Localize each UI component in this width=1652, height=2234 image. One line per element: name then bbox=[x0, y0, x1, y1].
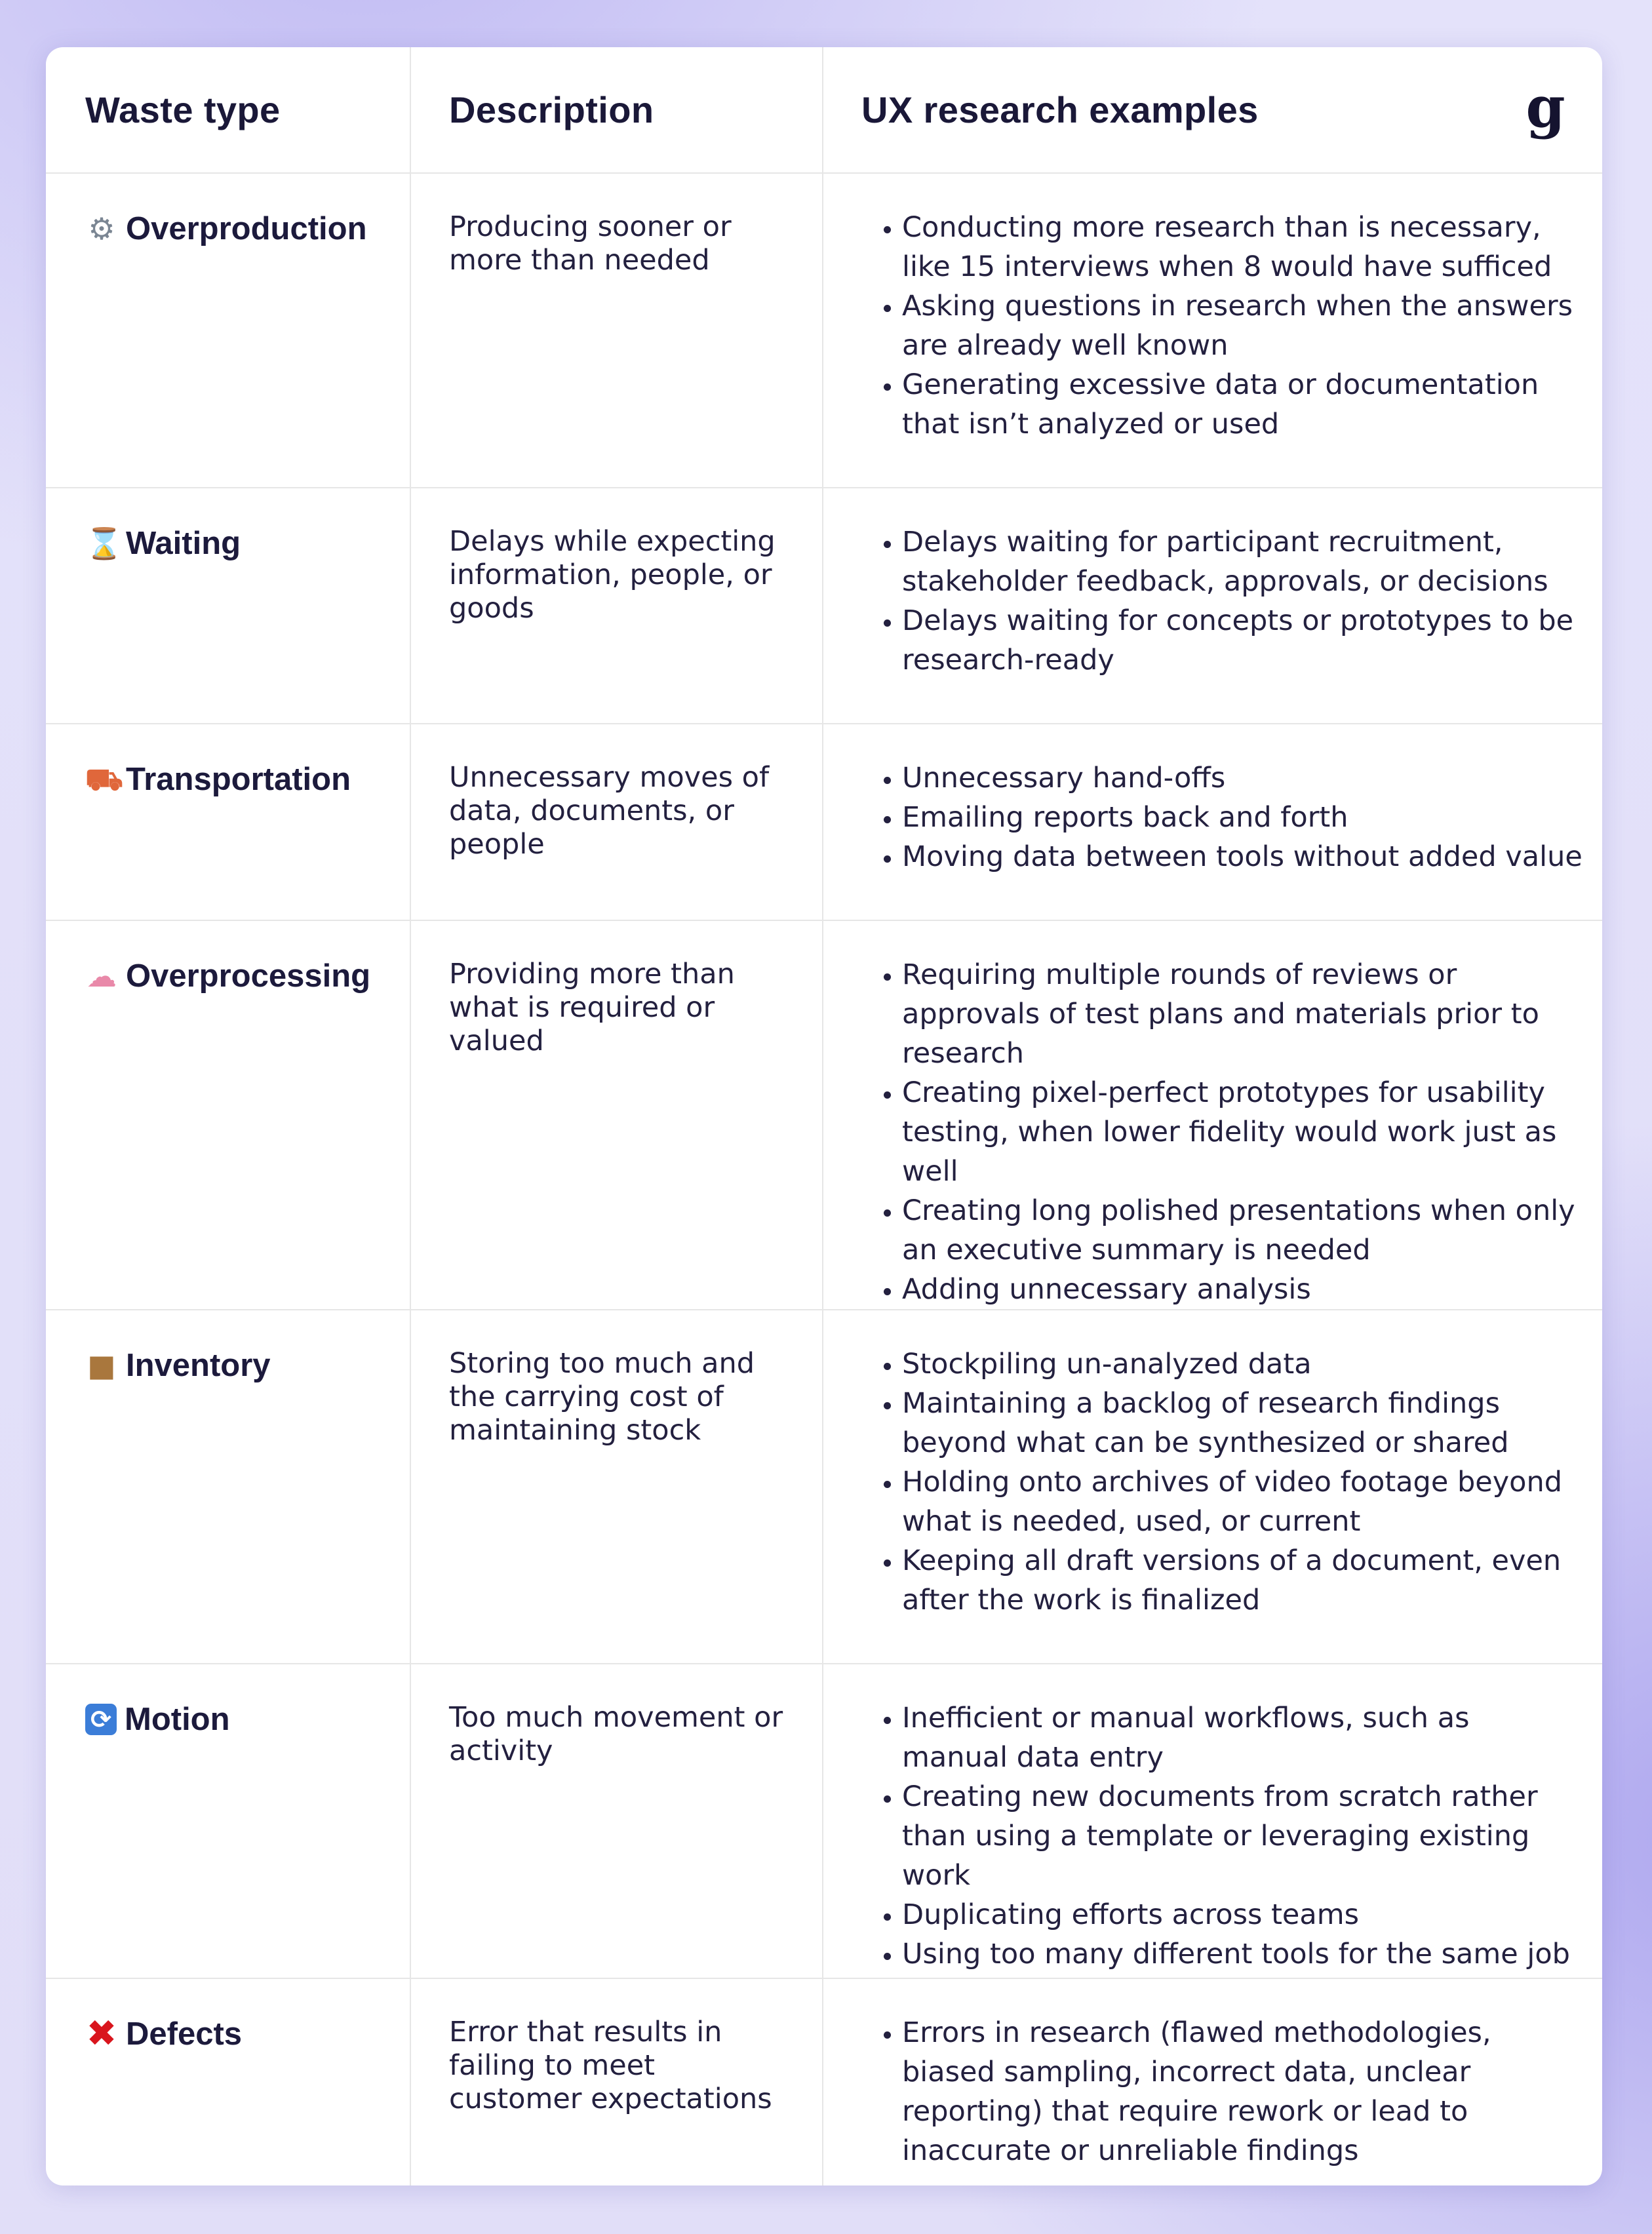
description-cell: Unnecessary moves of data, documents, or people bbox=[410, 724, 823, 920]
header-ux-research-examples bbox=[823, 47, 1602, 173]
list-item: • Maintaining a backlog of research findings beyond what can be synthesized or shared bbox=[902, 1384, 1583, 1462]
examples-list bbox=[861, 758, 1583, 876]
list-item: • Emailing reports back and forth bbox=[902, 798, 1583, 837]
list-item: • Moving data between tools without added value bbox=[902, 837, 1583, 876]
waste-type-label: Overprocessing bbox=[126, 958, 371, 994]
table-row bbox=[46, 1978, 1602, 2185]
list-item: • Generating excessive data or documentation that isn’t analyzed or used bbox=[902, 365, 1583, 444]
header-examples-label: UX research examples bbox=[861, 89, 1259, 130]
list-item: • Inefficient or manual workflows, such as manual data entry bbox=[902, 1698, 1583, 1777]
header-row bbox=[46, 47, 1602, 173]
table-row bbox=[46, 1310, 1602, 1664]
cross-mark-icon: ✖ bbox=[86, 2012, 117, 2055]
truck-icon: ⛟ bbox=[85, 762, 123, 797]
examples-list bbox=[861, 1698, 1583, 1974]
brain-icon: ☁ bbox=[87, 958, 117, 994]
list-item: • Conducting more research than is necessary, like 15 interviews when 8 would have sufficed bbox=[902, 208, 1583, 286]
table-row bbox=[46, 1664, 1602, 1978]
table-row bbox=[46, 488, 1602, 724]
brand-logo: g bbox=[1525, 74, 1565, 141]
list-item: • Requiring multiple rounds of reviews or approvals of test plans and materials prior to research bbox=[902, 955, 1583, 1073]
description-cell: Producing sooner or more than needed bbox=[410, 173, 823, 488]
list-item: • Stockpiling un-analyzed data bbox=[902, 1344, 1583, 1384]
list-item: • Errors in research (flawed methodologies, biased sampling, incorrect data, unclear reporting) that require rework or lead to inaccurate or unreliable findings bbox=[902, 2013, 1583, 2170]
waste-type-label: Waiting bbox=[126, 526, 241, 561]
description-cell: Too much movement or activity bbox=[410, 1664, 823, 1978]
table-row bbox=[46, 173, 1602, 488]
table-row bbox=[46, 724, 1602, 920]
table-row bbox=[46, 920, 1602, 1310]
list-item: • Keeping all draft versions of a document, even after the work is finalized bbox=[902, 1541, 1583, 1620]
waste-type-label: Overproduction bbox=[126, 211, 367, 246]
examples-list bbox=[861, 2013, 1583, 2170]
list-item: • Adding unnecessary analysis bbox=[902, 1270, 1583, 1309]
list-item: • Creating pixel-perfect prototypes for usability testing, when lower fidelity would work just as well bbox=[902, 1073, 1583, 1191]
waste-table bbox=[46, 47, 1602, 2185]
examples-list bbox=[861, 522, 1583, 680]
waste-type-label: Inventory bbox=[126, 1348, 271, 1383]
repeat-icon: ⟳ bbox=[85, 1704, 117, 1735]
examples-list bbox=[861, 1344, 1583, 1620]
list-item: • Creating new documents from scratch rather than using a template or leveraging existing work bbox=[902, 1777, 1583, 1895]
list-item: • Duplicating efforts across teams bbox=[902, 1895, 1583, 1934]
list-item: • Delays waiting for participant recruitment, stakeholder feedback, approvals, or decisions bbox=[902, 522, 1583, 601]
list-item: • Delays waiting for concepts or prototypes to be research-ready bbox=[902, 601, 1583, 680]
waste-type-label: Transportation bbox=[126, 762, 351, 797]
package-icon: ■ bbox=[87, 1348, 116, 1383]
gear-icon: ⚙ bbox=[88, 211, 115, 246]
waste-table-card bbox=[46, 47, 1602, 2185]
waste-type-label: Motion bbox=[125, 1702, 230, 1737]
description-cell: Providing more than what is required or valued bbox=[410, 920, 823, 1310]
examples-list bbox=[861, 955, 1583, 1309]
description-cell: Storing too much and the carrying cost of maintaining stock bbox=[410, 1310, 823, 1664]
list-item: • Unnecessary hand-offs bbox=[902, 758, 1583, 798]
list-item: • Using too many different tools for the same job bbox=[902, 1934, 1583, 1974]
list-item: • Asking questions in research when the answers are already well known bbox=[902, 286, 1583, 365]
description-cell: Delays while expecting information, people, or goods bbox=[410, 488, 823, 724]
examples-list bbox=[861, 208, 1583, 444]
list-item: • Holding onto archives of video footage beyond what is needed, used, or current bbox=[902, 1462, 1583, 1541]
description-cell: Error that results in failing to meet customer expectations bbox=[410, 1978, 823, 2185]
waste-type-label: Defects bbox=[126, 2016, 243, 2052]
header-description: Description bbox=[410, 47, 823, 173]
hourglass-icon: ⌛ bbox=[85, 526, 123, 561]
header-waste-type: Waste type bbox=[46, 47, 410, 173]
list-item: • Creating long polished presentations when only an executive summary is needed bbox=[902, 1191, 1583, 1270]
